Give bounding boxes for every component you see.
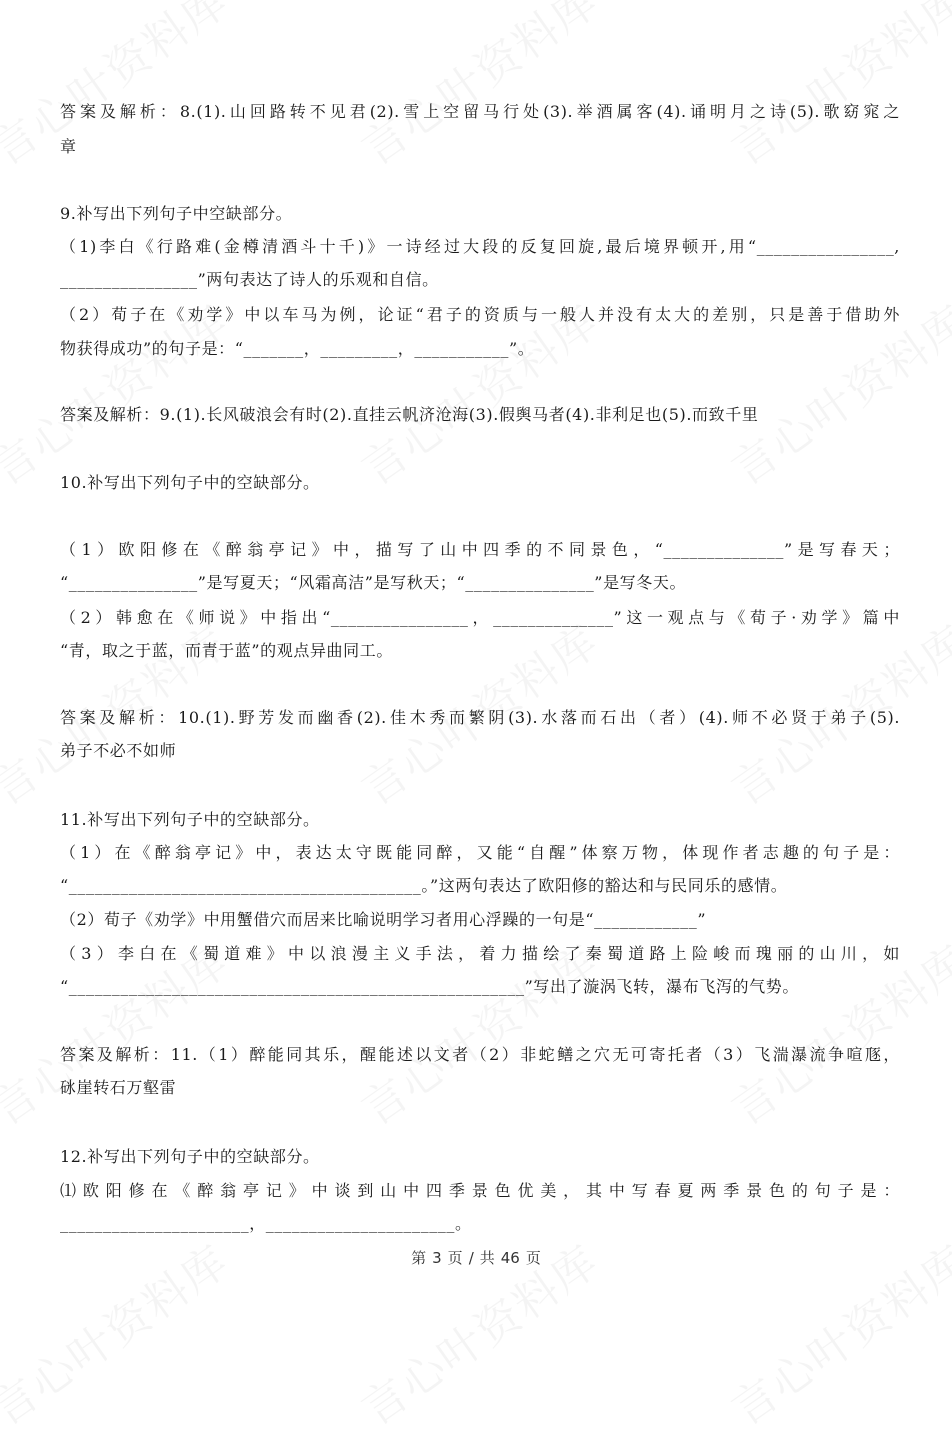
question-text: （1）在《醉翁亭记》中，表达太守既能同醉，又能“自醒”体察万物，体现作者志趣的句子是： [60,843,900,862]
question-title: 10.补写出下列句子中的空缺部分。 [60,473,320,492]
page-separator: / [468,1249,474,1267]
question-text: （1）欧阳修在《醉翁亭记》中，描写了山中四季的不同景色，“______________”是写春天； [60,540,900,559]
question-text: （2）韩愈在《师说》中指出“________________，______________”这一观点与《荀子·劝学》篇中 [60,608,900,627]
page-prefix: 第 [411,1249,427,1267]
answer-text: 章 [60,137,77,156]
question-text: ________________”两句表达了诗人的乐观和自信。 [60,270,439,289]
answer-text: 弟子不必不如师 [60,741,177,760]
page-footer [0,1247,952,1268]
question-text: ______________________，______________________。 [60,1214,472,1233]
answer-text: 答案及解析：10.(1).野芳发而幽香(2).佳木秀而繁阴(3).水落而石出（者）(4).师不必贤于弟子(5). [60,708,900,727]
question-title: 11.补写出下列句子中的空缺部分。 [60,810,320,829]
total-prefix: 共 [479,1249,495,1267]
question-text: （1)李白《行路难(金樽清酒斗十千)》一诗经过大段的反复回旋,最后境界顿开,用“________________, [60,237,900,256]
answer-text: 答案及解析：9.(1).长风破浪会有时(2).直挂云帆济沧海(3).假舆马者(4).非利足也(5).而致千里 [60,405,759,424]
question-text: “_______________”是写夏天；“风霜高洁”是写秋天；“_______________”是写冬天。 [60,573,687,592]
total-unit: 页 [525,1249,541,1267]
question-text: “青，取之于蓝，而青于蓝”的观点异曲同工。 [60,641,393,660]
answer-text: 砯崖转石万壑雷 [60,1078,177,1097]
question-title: 12.补写出下列句子中的空缺部分。 [60,1147,320,1166]
answer-text: 答案及解析：8.(1).山回路转不见君(2).雪上空留马行处(3).举酒属客(4).诵明月之诗(5).歌窈窕之 [60,102,900,121]
question-text: （2）荀子《劝学》中用蟹借穴而居来比喻说明学习者用心浮躁的一句是“____________” [60,910,707,929]
page-unit: 页 [447,1249,463,1267]
question-text: 物获得成功”的句子是：“_______，_________，___________”。 [60,339,535,358]
answer-text: 答案及解析：11.（1）醉能同其乐，醒能述以文者（2）非蛇鳝之穴无可寄托者（3）飞湍瀑流争喧豗， [60,1045,900,1064]
question-text: ⑴欧阳修在《醉翁亭记》中谈到山中四季景色优美，其中写春夏两季景色的句子是： [60,1181,900,1200]
question-text: “_____________________________________________________”写出了漩涡飞转，瀑布飞泻的气势。 [60,977,799,996]
question-text: （2）荀子在《劝学》中以车马为例，论证“君子的资质与一般人并没有太大的差别，只是善于借助外 [60,305,900,324]
current-page-number: 3 [432,1249,442,1267]
question-text: （3）李白在《蜀道难》中以浪漫主义手法，着力描绘了秦蜀道路上险峻而瑰丽的山川，如 [60,944,900,963]
total-page-count: 46 [500,1249,520,1267]
question-text: “_________________________________________。”这两句表达了欧阳修的豁达和与民同乐的感情。 [60,876,788,895]
question-title: 9.补写出下列句子中空缺部分。 [60,204,293,223]
